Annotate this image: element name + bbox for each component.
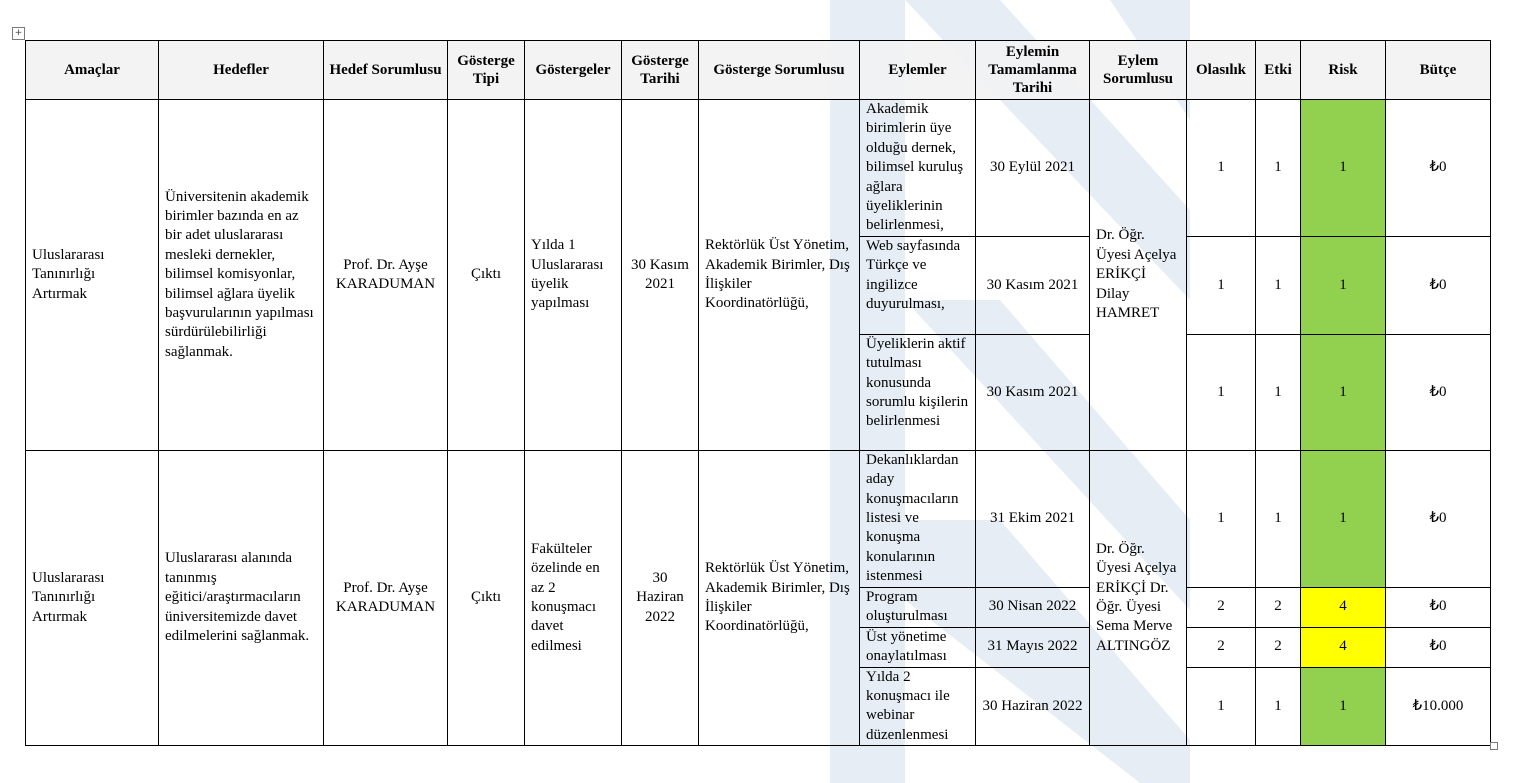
etki-cell: 1 [1256,236,1301,334]
risk-cell: 1 [1301,450,1386,587]
header-gostergeler: Göstergeler [525,41,622,100]
gosterge-tarihi-cell: 30 Haziran 2022 [622,450,699,745]
etki-cell: 1 [1256,100,1301,237]
hedef-sorumlusu-cell: Prof. Dr. Ayşe KARADUMAN [324,450,448,745]
olasilik-cell: 1 [1187,100,1256,237]
header-eylem-tarihi: Eylemin Tamamlanma Tarihi [976,41,1090,100]
butce-cell: ₺0 [1386,450,1491,587]
table-row [26,100,1491,237]
eylem-cell: Üst yönetime onaylatılması [860,627,976,667]
header-gosterge-tarihi: Gösterge Tarihi [622,41,699,100]
risk-cell: 1 [1301,334,1386,450]
eylem-cell: Akademik birimlerin üye olduğu dernek, bilimsel kuruluş ağlara üyeliklerinin belirlenmesi, [860,100,976,237]
eylem-sorumlusu-cell: Dr. Öğr. Üyesi Açelya ERİKÇİ Dilay HAMRET [1090,100,1187,451]
olasilik-cell: 1 [1187,334,1256,450]
olasilik-cell: 1 [1187,450,1256,587]
gostergeler-cell: Fakülteler özelinde en az 2 konuşmacı davet edilmesi [525,450,622,745]
gosterge-sorumlusu-cell: Rektörlük Üst Yönetim, Akademik Birimler, Dış İlişkiler Koordinatörlüğü, [699,100,860,451]
gosterge-tipi-cell: Çıktı [448,450,525,745]
header-butce: Bütçe [1386,41,1491,100]
eylem-tarihi-cell: 31 Mayıs 2022 [976,627,1090,667]
risk-cell: 4 [1301,587,1386,627]
eylem-cell: Üyeliklerin aktif tutulması konusunda sorumlu kişilerin belirlenmesi [860,334,976,450]
header-hedefler: Hedefler [159,41,324,100]
eylem-cell: Yılda 2 konuşmacı ile webinar düzenlenmesi [860,667,976,746]
eylem-tarihi-cell: 30 Kasım 2021 [976,334,1090,450]
butce-cell: ₺0 [1386,587,1491,627]
hedef-sorumlusu-cell: Prof. Dr. Ayşe KARADUMAN [324,100,448,451]
hedef-cell: Üniversitenin akademik birimler bazında en az bir adet uluslararası mesleki dernekler, bilimsel komisyonlar, bilimsel ağlara üyelik başvurularının yapılması sürdürülebilirliği sağlanmak. [159,100,324,451]
butce-cell: ₺0 [1386,334,1491,450]
header-eylem-sorumlusu: Eylem Sorumlusu [1090,41,1187,100]
butce-cell: ₺0 [1386,236,1491,334]
action-plan-table [25,40,1491,746]
risk-cell: 1 [1301,236,1386,334]
eylem-cell: Web sayfasında Türkçe ve ingilizce duyurulması, [860,236,976,334]
eylem-tarihi-cell: 30 Eylül 2021 [976,100,1090,237]
gosterge-tipi-cell: Çıktı [448,100,525,451]
risk-cell: 1 [1301,667,1386,746]
eylem-tarihi-cell: 30 Haziran 2022 [976,667,1090,746]
gosterge-sorumlusu-cell: Rektörlük Üst Yönetim, Akademik Birimler, Dış İlişkiler Koordinatörlüğü, [699,450,860,745]
table-move-handle-icon[interactable]: + [12,27,25,40]
etki-cell: 1 [1256,334,1301,450]
header-eylemler: Eylemler [860,41,976,100]
header-gosterge-sorumlusu: Gösterge Sorumlusu [699,41,860,100]
header-olasilik: Olasılık [1187,41,1256,100]
header-gosterge-tipi: Gösterge Tipi [448,41,525,100]
amac-cell: Uluslararası Tanınırlığı Artırmak [26,100,159,451]
hedef-cell: Uluslararası alanında tanınmış eğitici/araştırmacıların üniversitemizde davet edilmelerini sağlanmak. [159,450,324,745]
butce-cell: ₺0 [1386,627,1491,667]
header-row [26,41,1491,100]
butce-cell: ₺0 [1386,100,1491,237]
eylem-cell: Program oluşturulması [860,587,976,627]
etki-cell: 1 [1256,450,1301,587]
gosterge-tarihi-cell: 30 Kasım 2021 [622,100,699,451]
eylem-tarihi-cell: 30 Kasım 2021 [976,236,1090,334]
olasilik-cell: 1 [1187,236,1256,334]
eylem-tarihi-cell: 30 Nisan 2022 [976,587,1090,627]
etki-cell: 1 [1256,667,1301,746]
eylem-sorumlusu-cell: Dr. Öğr. Üyesi Açelya ERİKÇİ Dr. Öğr. Üyesi Sema Merve ALTINGÖZ [1090,450,1187,745]
header-hedef-sorumlusu: Hedef Sorumlusu [324,41,448,100]
gostergeler-cell: Yılda 1 Uluslararası üyelik yapılması [525,100,622,451]
eylem-tarihi-cell: 31 Ekim 2021 [976,450,1090,587]
risk-cell: 4 [1301,627,1386,667]
butce-cell: ₺10.000 [1386,667,1491,746]
table-row [26,450,1491,587]
amac-cell: Uluslararası Tanınırlığı Artırmak [26,450,159,745]
header-amaclar: Amaçlar [26,41,159,100]
olasilik-cell: 1 [1187,667,1256,746]
etki-cell: 2 [1256,627,1301,667]
table-resize-handle[interactable] [1490,742,1498,750]
header-etki: Etki [1256,41,1301,100]
olasilik-cell: 2 [1187,587,1256,627]
risk-cell: 1 [1301,100,1386,237]
etki-cell: 2 [1256,587,1301,627]
header-risk: Risk [1301,41,1386,100]
eylem-cell: Dekanlıklardan aday konuşmacıların listesi ve konuşma konularının istenmesi [860,450,976,587]
olasilik-cell: 2 [1187,627,1256,667]
